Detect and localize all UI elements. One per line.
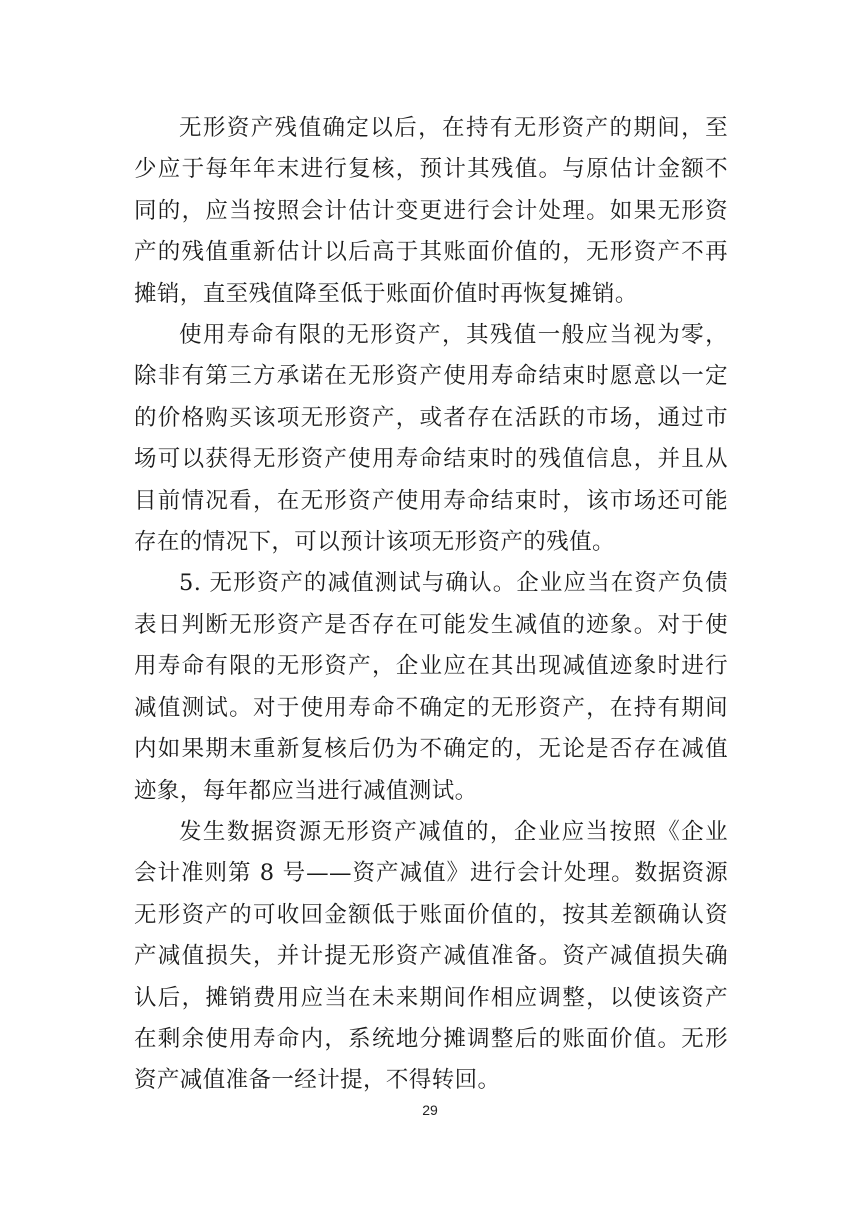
page-number: 29 — [422, 1102, 438, 1118]
paragraph-residual-value-zero: 使用寿命有限的无形资产，其残值一般应当视为零，除非有第三方承诺在无形资产使用寿命结束时愿意以一定的价格购买该项无形资产，或者存在活跃的市场，通过市场可以获得无形资产使用寿命结束时的残值信息，并且从目前情况看，在无形资产使用寿命结束时，该市场还可能存在的情况下，可以预计该项无形资产的残值。 — [134, 322, 728, 556]
paragraph-residual-value-review: 无形资产残值确定以后，在持有无形资产的期间，至少应于每年年末进行复核，预计其残值。与原估计金额不同的，应当按照会计估计变更进行会计处理。如果无形资产的残值重新估计以后高于其账面价值的，无形资产不再摊销，直至残值降至低于账面价值时再恢复摊销。 — [134, 115, 728, 307]
paragraph-impairment-test: 5. 无形资产的减值测试与确认。企业应当在资产负债表日判断无形资产是否存在可能发生减值的迹象。对于使用寿命有限的无形资产，企业应在其出现减值迹象时进行减值测试。对于使用寿命不确定的无形资产，在持有期间内如果期末重新复核后仍为不确定的，无论是否存在减值迹象，每年都应当进行减值测试。 — [134, 570, 728, 804]
paragraph-impairment-accounting: 发生数据资源无形资产减值的，企业应当按照《企业会计准则第 8 号——资产减值》进行会计处理。数据资源无形资产的可收回金额低于账面价值的，按其差额确认资产减值损失，并计提无形资产减值准备。资产减值损失确认后，摊销费用应当在未来期间作相应调整，以使该资产在剩余使用寿命内，系统地分摊调整后的账面价值。无形资产减值准备一经计提，不得转回。 — [134, 818, 728, 1094]
body-text — [134, 108, 728, 1102]
